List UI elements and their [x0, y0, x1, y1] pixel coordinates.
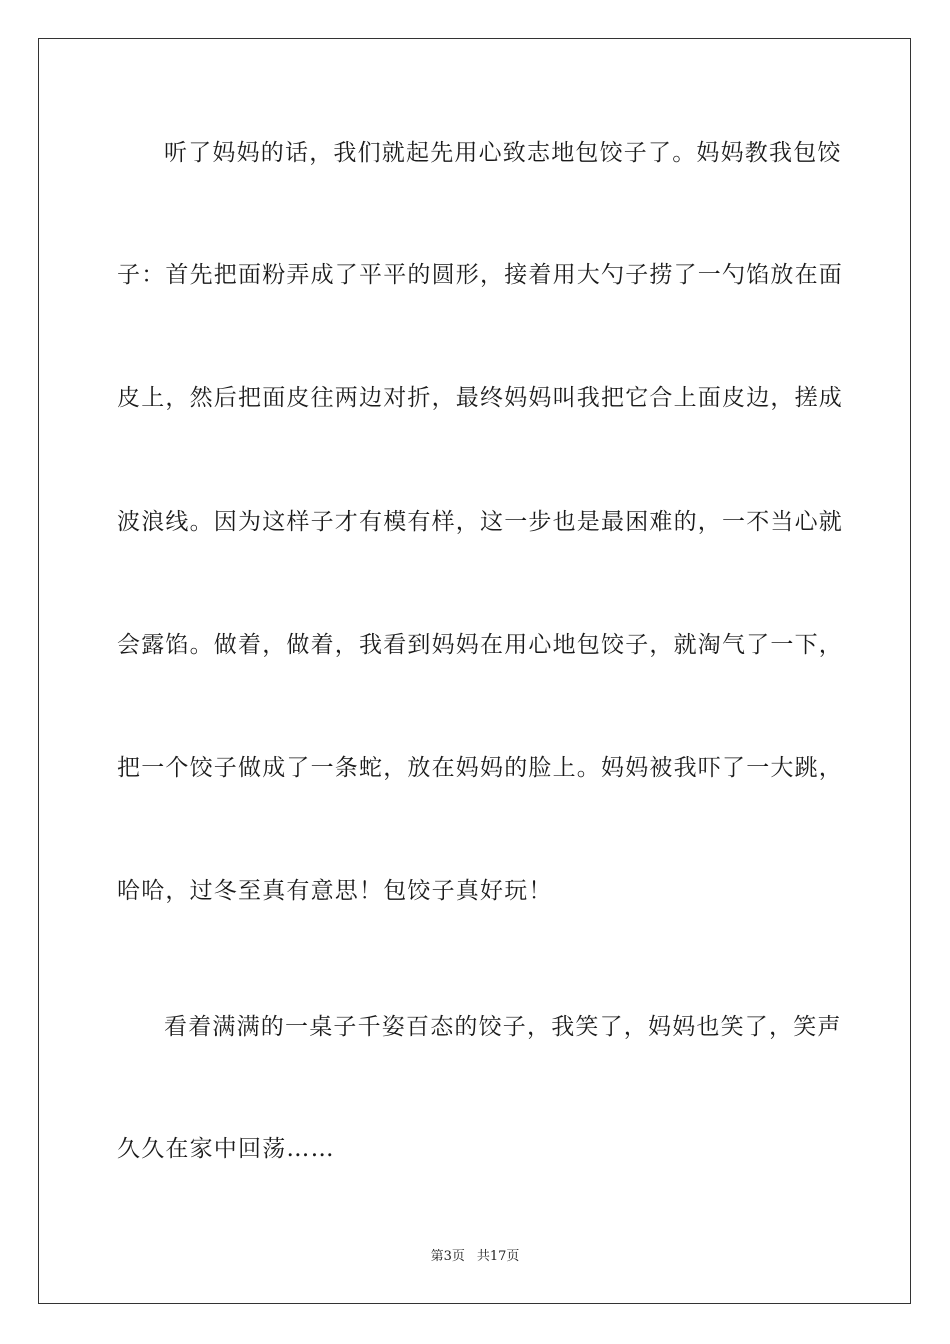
paragraph-1-line-4: 波浪线。因为这样子才有模有样，这一步也是最困难的，一不当心就 — [117, 509, 843, 535]
paragraph-1-line-6: 把一个饺子做成了一条蛇，放在妈妈的脸上。妈妈被我吓了一大跳， — [117, 755, 843, 781]
page-footer — [0, 1248, 950, 1266]
page-number: 第3页 — [430, 1249, 465, 1264]
paragraph-1-line-1: 听了妈妈的话，我们就起先用心致志地包饺子了。妈妈教我包饺 — [164, 140, 842, 166]
paragraph-1-line-5: 会露馅。做着，做着，我看到妈妈在用心地包饺子，就淘气了一下， — [117, 632, 843, 658]
page-border — [38, 38, 911, 1304]
page-total: 共17页 — [476, 1249, 520, 1264]
paragraph-2-line-1: 看着满满的一桌子千姿百态的饺子，我笑了，妈妈也笑了，笑声 — [164, 1014, 842, 1040]
paragraph-1-line-3: 皮上，然后把面皮往两边对折，最终妈妈叫我把它合上面皮边，搓成 — [117, 385, 843, 411]
paragraph-1-line-2: 子：首先把面粉弄成了平平的圆形，接着用大勺子捞了一勺馅放在面 — [117, 262, 843, 288]
paragraph-2-line-2: 久久在家中回荡…… — [117, 1136, 335, 1162]
paragraph-1-line-7: 哈哈，过冬至真有意思！包饺子真好玩！ — [117, 878, 553, 904]
